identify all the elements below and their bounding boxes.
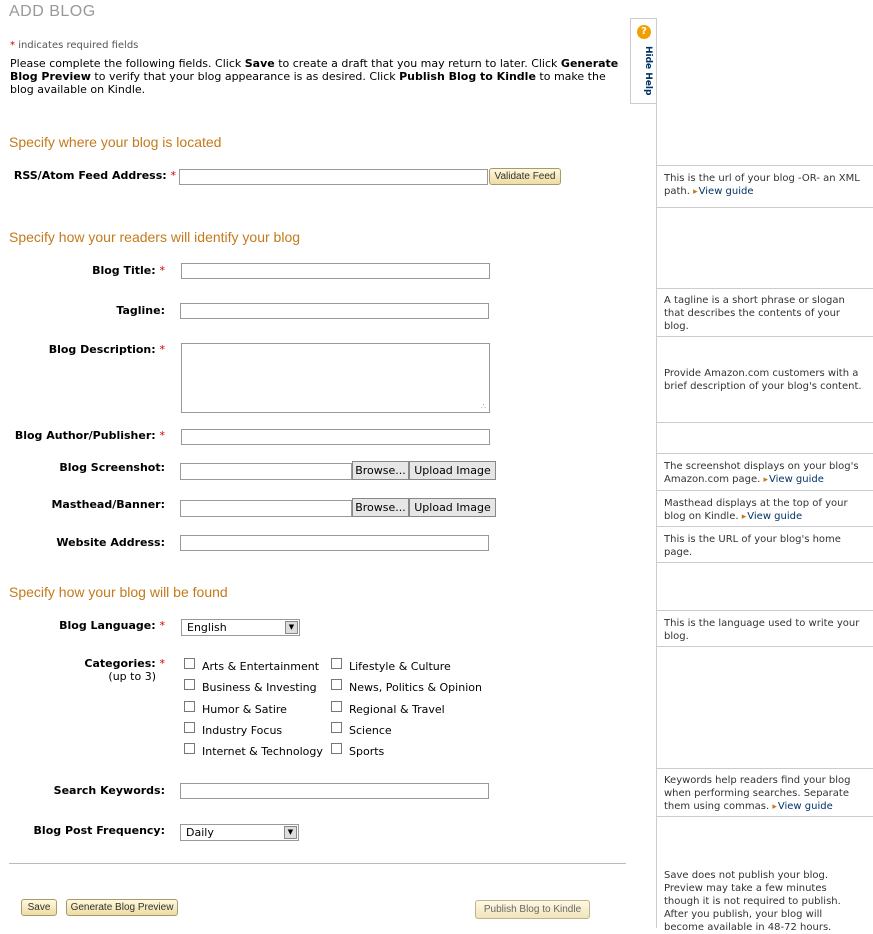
help-separator [656, 562, 873, 563]
category-label: Business & Investing [202, 681, 317, 694]
rss-label: RSS/Atom Feed Address: * [13, 169, 176, 182]
help-separator [656, 422, 873, 423]
category-checkbox[interactable] [331, 658, 342, 669]
categories-label: Categories: * (up to 3) [84, 657, 165, 683]
generate-preview-button[interactable]: Generate Blog Preview [66, 899, 178, 916]
blog-language-value: English [187, 621, 227, 634]
required-note [10, 40, 138, 51]
category-label: Internet & Technology [202, 745, 323, 758]
form-divider [9, 863, 626, 864]
resize-grip-icon[interactable]: ∴ [480, 402, 486, 411]
publish-button[interactable]: Publish Blog to Kindle [475, 900, 590, 919]
tagline-input[interactable] [180, 303, 489, 319]
blog-language-select[interactable] [181, 619, 300, 636]
category-label: Regional & Travel [349, 703, 445, 716]
search-keywords-input[interactable] [180, 783, 489, 799]
website-input[interactable] [180, 535, 489, 551]
category-label: Humor & Satire [202, 703, 287, 716]
help-language: This is the language used to write your blog. [664, 618, 860, 642]
view-guide-link[interactable]: ▸ View guide [772, 801, 832, 812]
category-checkbox[interactable] [184, 722, 195, 733]
category-checkbox[interactable] [331, 743, 342, 754]
required-note-text: indicates required fields [18, 40, 139, 51]
category-checkbox[interactable] [331, 679, 342, 690]
website-label: Website Address: [56, 536, 165, 549]
help-separator [656, 207, 873, 208]
blog-screenshot-label: Blog Screenshot: [59, 461, 165, 474]
hide-help-label[interactable]: Hide Help [643, 46, 653, 96]
blog-description-textarea[interactable] [181, 343, 490, 413]
category-label: Arts & Entertainment [202, 660, 320, 673]
category-checkbox[interactable] [184, 679, 195, 690]
help-separator [656, 610, 873, 611]
help-separator [656, 768, 873, 769]
category-label: Lifestyle & Culture [349, 660, 451, 673]
help-keywords: Keywords help readers find your blog when performing searches. Separate them using commas. ▸ View guide [664, 774, 864, 814]
category-checkbox[interactable] [184, 743, 195, 754]
section-heading-identity: Specify how your readers will identify your blog [9, 229, 301, 245]
help-rss: This is the url of your blog -OR- an XML path. ▸ View guide [664, 172, 864, 199]
masthead-browse-button[interactable]: Browse... [352, 498, 409, 517]
post-frequency-value: Daily [186, 826, 214, 839]
blog-author-label: Blog Author/Publisher: * [14, 429, 165, 442]
masthead-upload-button[interactable]: Upload Image [409, 498, 496, 517]
masthead-file-field[interactable] [180, 500, 352, 517]
blog-screenshot-browse-button[interactable]: Browse... [352, 461, 409, 480]
blog-title-label: Blog Title: * [92, 264, 165, 277]
help-separator [656, 453, 873, 454]
validate-feed-button[interactable]: Validate Feed [489, 168, 561, 185]
post-frequency-label: Blog Post Frequency: [33, 824, 165, 837]
category-label: Sports [349, 745, 385, 758]
section-heading-found: Specify how your blog will be found [9, 584, 228, 600]
view-guide-link[interactable]: ▸ View guide [693, 186, 753, 197]
masthead-label: Masthead/Banner: [51, 498, 165, 511]
help-question-icon[interactable]: ? [637, 25, 651, 39]
view-guide-link[interactable]: ▸ View guide [742, 511, 802, 522]
help-separator [656, 490, 873, 491]
category-label: News, Politics & Opinion [349, 681, 482, 694]
blog-language-label: Blog Language: * [59, 619, 165, 632]
blog-author-input[interactable] [181, 429, 490, 445]
post-frequency-select[interactable] [180, 824, 299, 841]
help-separator [656, 336, 873, 337]
intro-text: Please complete the following fields. Click Save to create a draft that you may return to later. Click Generate Blog Preview to verify that your blog appearance is as desired. Click Publish Blog to Kindle to make the blog available on Kindle. [10, 57, 619, 96]
help-tagline: A tagline is a short phrase or slogan that describes the contents of your blog. [664, 295, 845, 332]
tagline-label: Tagline: [116, 304, 165, 317]
blog-screenshot-upload-button[interactable]: Upload Image [409, 461, 496, 480]
help-separator [656, 646, 873, 647]
category-checkbox[interactable] [184, 701, 195, 712]
help-save-note: Save does not publish your blog. Preview may take a few minutes though it is not required to publish. After you publish, your blog will become available in 48-72 hours. [664, 870, 841, 933]
required-star: * [10, 40, 15, 51]
category-checkbox[interactable] [184, 658, 195, 669]
chevron-down-icon[interactable]: ▼ [284, 826, 297, 839]
category-checkbox[interactable] [331, 722, 342, 733]
blog-description-label: Blog Description: * [48, 343, 165, 356]
help-separator [656, 816, 873, 817]
category-label: Science [349, 724, 392, 737]
page-title: ADD BLOG [9, 3, 96, 20]
help-separator [656, 288, 873, 289]
section-heading-location: Specify where your blog is located [9, 134, 222, 150]
chevron-down-icon[interactable]: ▼ [285, 621, 298, 634]
help-separator [656, 526, 873, 527]
rss-feed-input[interactable] [179, 169, 488, 185]
category-label: Industry Focus [202, 724, 283, 737]
blog-screenshot-file-field[interactable] [180, 463, 352, 480]
help-screenshot: The screenshot displays on your blog's Amazon.com page. ▸ View guide [664, 460, 864, 487]
category-checkbox[interactable] [331, 701, 342, 712]
view-guide-link[interactable]: ▸ View guide [763, 474, 823, 485]
categories-sublabel: (up to 3) [108, 670, 156, 683]
save-button[interactable]: Save [21, 899, 57, 916]
help-separator [656, 165, 873, 166]
blog-title-input[interactable] [181, 263, 490, 279]
search-keywords-label: Search Keywords: [53, 784, 165, 797]
help-description: Provide Amazon.com customers with a brief description of your blog's content. [664, 368, 862, 392]
help-masthead: Masthead displays at the top of your blog on Kindle. ▸ View guide [664, 497, 864, 524]
help-website: This is the URL of your blog's home page. [664, 534, 841, 558]
